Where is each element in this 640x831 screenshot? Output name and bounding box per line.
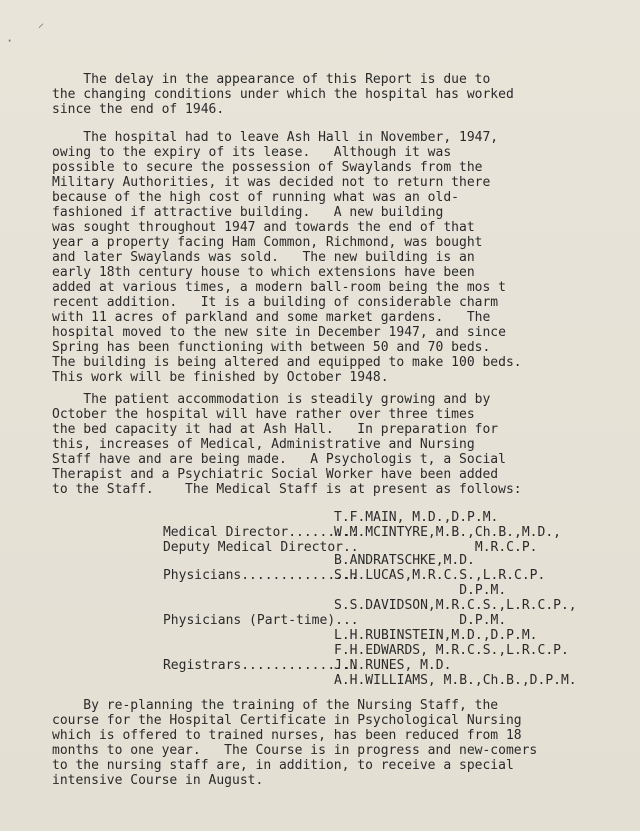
text-line: to the nursing staff are, in addition, to receive a special xyxy=(52,758,514,773)
text-line: hospital moved to the new site in December 1947, and since xyxy=(52,325,506,340)
staff-name: J.N.RUNES, M.D. xyxy=(334,658,452,673)
text-line: because of the high cost of running what was an old- xyxy=(52,190,459,205)
text-line: which is offered to trained nurses, has been reduced from 18 xyxy=(52,728,522,743)
text-line: intensive Course in August. xyxy=(52,773,264,788)
text-line: The hospital had to leave Ash Hall in November, 1947, xyxy=(52,130,499,145)
staff-name: A.H.WILLIAMS, M.B.,Ch.B.,D.P.M. xyxy=(334,673,577,688)
staff-role-label: Physicians............... xyxy=(162,568,359,583)
text-line: recent addition. It is a building of considerable charm xyxy=(52,295,499,310)
staff-name: W.M.MCINTYRE,M.B.,Ch.B.,M.D., xyxy=(334,525,561,540)
staff-name: D.P.M. xyxy=(334,613,507,628)
text-line: This work will be finished by October 1948. xyxy=(52,370,389,385)
text-line: months to one year. The Course is in progress and new-comers xyxy=(52,743,538,758)
staff-name: D.P.M. xyxy=(334,583,507,598)
paragraph-move xyxy=(52,130,592,385)
text-line: the bed capacity it had at Ash Hall. In preparation for xyxy=(52,422,499,437)
text-line: The delay in the appearance of this Report is due to xyxy=(52,72,491,87)
paragraph-accommodation xyxy=(52,392,592,497)
staff-name: L.H.RUBINSTEIN,M.D.,D.P.M. xyxy=(334,628,538,643)
staff-role-label: Deputy Medical Director.. xyxy=(162,540,359,555)
staff-name: T.F.MAIN, M.D.,D.P.M. xyxy=(334,510,499,525)
text-line: since the end of 1946. xyxy=(52,102,225,117)
text-line: early 18th century house to which extensions have been xyxy=(52,265,475,280)
staff-name: M.R.C.P. xyxy=(334,540,538,555)
text-line: fashioned if attractive building. A new building xyxy=(52,205,444,220)
text-line: and later Swaylands was sold. The new building is an xyxy=(52,250,475,265)
staff-name: S.H.LUCAS,M.R.C.S.,L.R.C.P. xyxy=(334,568,546,583)
text-line: October the hospital will have rather over three times xyxy=(52,407,475,422)
text-line: Staff have and are being made. A Psychologis t, a Social xyxy=(52,452,506,467)
text-line: possible to secure the possession of Swaylands from the xyxy=(52,160,483,175)
text-line: with 11 acres of parkland and some market gardens. The xyxy=(52,310,491,325)
pencil-mark-icon: · xyxy=(6,34,14,48)
text-line: was sought throughout 1947 and towards the end of that xyxy=(52,220,475,235)
staff-name: B.ANDRATSCHKE,M.D. xyxy=(334,553,475,568)
text-line: year a property facing Ham Common, Richmond, was bought xyxy=(52,235,483,250)
text-line: this, increases of Medical, Administrative and Nursing xyxy=(52,437,475,452)
text-line: the changing conditions under which the hospital has worked xyxy=(52,87,514,102)
staff-role-label: Physicians (Part-time)... xyxy=(162,613,359,628)
text-line: to the Staff. The Medical Staff is at present as follows: xyxy=(52,482,522,497)
pencil-mark-icon: ⸝ xyxy=(38,16,45,30)
text-line: Spring has been functioning with between 50 and 70 beds. xyxy=(52,340,491,355)
text-line: The patient accommodation is steadily growing and by xyxy=(52,392,491,407)
text-line: By re-planning the training of the Nursing Staff, the xyxy=(52,698,499,713)
text-line: owing to the expiry of its lease. Although it was xyxy=(52,145,452,160)
paragraph-nursing xyxy=(52,698,592,788)
staff-role-label: Registrars............... xyxy=(162,658,359,673)
paragraph-delay xyxy=(52,72,592,117)
text-line: course for the Hospital Certificate in Psychological Nursing xyxy=(52,713,522,728)
staff-name: S.S.DAVIDSON,M.R.C.S.,L.R.C.P., xyxy=(334,598,577,613)
text-line: Therapist and a Psychiatric Social Worker have been added xyxy=(52,467,499,482)
staff-role-label: Medical Director......... xyxy=(162,525,359,540)
text-line: added at various times, a modern ball-room being the mos t xyxy=(52,280,506,295)
text-line: The building is being altered and equipped to make 100 beds. xyxy=(52,355,522,370)
staff-name: F.H.EDWARDS, M.R.C.S.,L.R.C.P. xyxy=(334,643,569,658)
text-line: Military Authorities, it was decided not to return there xyxy=(52,175,491,190)
